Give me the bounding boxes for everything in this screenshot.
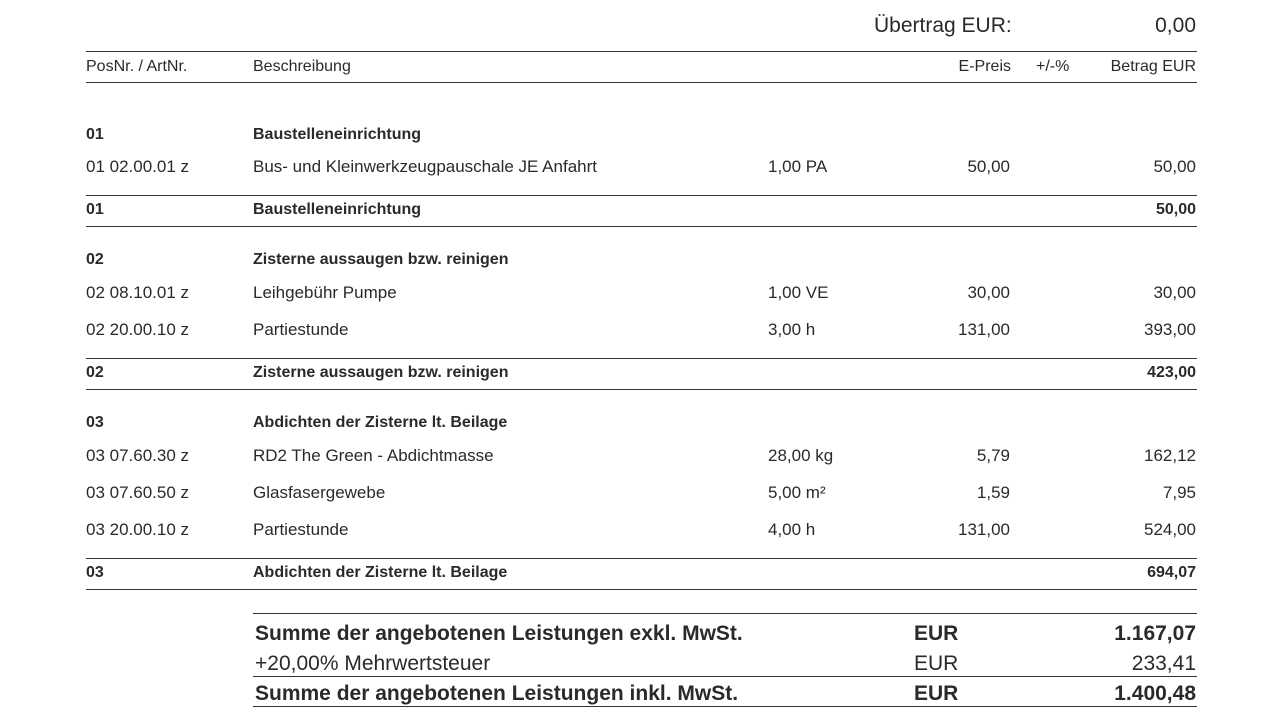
- item-quantity: 5,00 m²: [768, 483, 826, 502]
- section-title: Baustelleneinrichtung: [253, 126, 422, 143]
- item-unit-price: 131,00: [958, 520, 1010, 539]
- section-heading: [0, 126, 1280, 150]
- item-unit-price: 131,00: [958, 320, 1010, 339]
- section-subtotal-row: [0, 564, 1280, 588]
- item-amount: 524,00: [1144, 520, 1196, 539]
- item-description: Glasfasergewebe: [253, 483, 386, 502]
- header-pos: PosNr. / ArtNr.: [86, 58, 188, 75]
- subtotal-bottom-divider: [86, 589, 1197, 590]
- item-amount: 162,12: [1144, 446, 1196, 465]
- item-pos: 01 02.00.01 z: [86, 157, 190, 176]
- item-description: Partiestunde: [253, 320, 349, 339]
- item-unit-price: 30,00: [967, 283, 1010, 302]
- table-header: [0, 58, 1280, 82]
- table-row: [0, 446, 1280, 470]
- subtotal-amount: 50,00: [1155, 201, 1196, 218]
- item-description: Leihgebühr Pumpe: [253, 283, 397, 302]
- section-subtotal-row: [0, 364, 1280, 388]
- header-amount: Betrag EUR: [1110, 58, 1196, 75]
- header-bottom-divider: [86, 82, 1197, 83]
- net-total-currency: EUR: [914, 622, 959, 645]
- gross-total-currency: EUR: [914, 682, 959, 705]
- header-top-divider: [86, 51, 1197, 52]
- header-unit-price: E-Preis: [958, 58, 1011, 75]
- item-description: RD2 The Green - Abdichtmasse: [253, 446, 494, 465]
- section-heading: [0, 251, 1280, 275]
- subtotal-amount: 694,07: [1147, 564, 1196, 581]
- subtotal-number: 01: [86, 201, 104, 218]
- carry-over-value: 0,00: [1155, 14, 1196, 37]
- subtotal-title: Baustelleneinrichtung: [253, 201, 422, 218]
- item-amount: 393,00: [1144, 320, 1196, 339]
- subtotal-title: Abdichten der Zisterne lt. Beilage: [253, 564, 508, 581]
- subtotal-number: 02: [86, 364, 104, 381]
- item-pos: 02 20.00.10 z: [86, 320, 190, 339]
- item-unit-price: 1,59: [976, 483, 1010, 502]
- item-unit-price: 50,00: [967, 157, 1010, 176]
- vat-label: +20,00% Mehrwertsteuer: [255, 652, 491, 675]
- section-subtotal-row: [0, 201, 1280, 225]
- gross-total-label: Summe der angebotenen Leistungen inkl. MwSt.: [255, 682, 739, 705]
- table-row: [0, 320, 1280, 344]
- subtotal-title: Zisterne aussaugen bzw. reinigen: [253, 364, 509, 381]
- item-pos: 03 07.60.50 z: [86, 483, 190, 502]
- subtotal-top-divider: [86, 195, 1197, 196]
- subtotal-bottom-divider: [86, 226, 1197, 227]
- section-heading: [0, 414, 1280, 438]
- section-number: 01: [86, 126, 104, 143]
- subtotal-amount: 423,00: [1147, 364, 1196, 381]
- table-row: [0, 157, 1280, 181]
- item-pos: 02 08.10.01 z: [86, 283, 190, 302]
- item-amount: 30,00: [1153, 283, 1196, 302]
- subtotal-number: 03: [86, 564, 104, 581]
- item-pos: 03 07.60.30 z: [86, 446, 190, 465]
- carry-over-label: Übertrag EUR:: [874, 14, 1012, 37]
- item-unit-price: 5,79: [976, 446, 1010, 465]
- item-quantity: 28,00 kg: [768, 446, 834, 465]
- totals-bottom-divider: [253, 706, 1197, 707]
- totals-top-divider: [253, 613, 1197, 614]
- header-discount: +/-%: [1036, 58, 1070, 75]
- vat-value: 233,41: [1131, 652, 1196, 675]
- subtotal-top-divider: [86, 358, 1197, 359]
- section-number: 02: [86, 251, 104, 268]
- item-pos: 03 20.00.10 z: [86, 520, 190, 539]
- item-quantity: 3,00 h: [768, 320, 816, 339]
- subtotal-top-divider: [86, 558, 1197, 559]
- net-total-label: Summe der angebotenen Leistungen exkl. MwSt.: [255, 622, 743, 645]
- item-quantity: 4,00 h: [768, 520, 816, 539]
- item-quantity: 1,00 PA: [768, 157, 828, 176]
- vat-currency: EUR: [914, 652, 959, 675]
- item-amount: 7,95: [1162, 483, 1196, 502]
- header-description: Beschreibung: [253, 58, 351, 75]
- item-amount: 50,00: [1153, 157, 1196, 176]
- item-description: Bus- und Kleinwerkzeugpauschale JE Anfahrt: [253, 157, 597, 176]
- subtotal-bottom-divider: [86, 389, 1197, 390]
- item-description: Partiestunde: [253, 520, 349, 539]
- item-quantity: 1,00 VE: [768, 283, 829, 302]
- net-total-value: 1.167,07: [1114, 622, 1196, 645]
- section-title: Zisterne aussaugen bzw. reinigen: [253, 251, 509, 268]
- gross-total-value: 1.400,48: [1114, 682, 1196, 705]
- totals-middle-divider: [253, 676, 1197, 677]
- table-row: [0, 283, 1280, 307]
- table-row: [0, 483, 1280, 507]
- section-title: Abdichten der Zisterne lt. Beilage: [253, 414, 508, 431]
- table-row: [0, 520, 1280, 544]
- section-number: 03: [86, 414, 104, 431]
